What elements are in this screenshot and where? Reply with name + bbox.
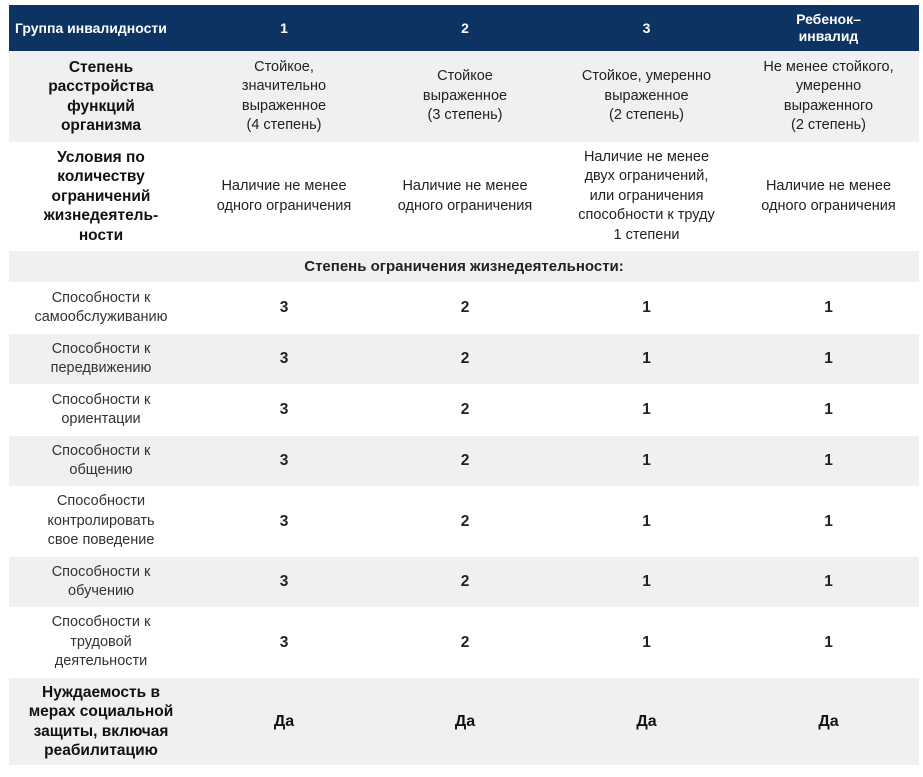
ability-value: 1	[555, 487, 738, 557]
disability-groups-table-wrapper	[9, 5, 919, 766]
ability-value: 1	[738, 283, 919, 334]
ability-value: 2	[375, 334, 555, 385]
ability-value: 3	[193, 436, 375, 487]
ability-label: Способности к самообслуживанию	[9, 283, 193, 334]
severity-child: Не менее стойкого, умеренно выраженного (2 степень)	[738, 51, 919, 143]
needs-group-2: Да	[375, 678, 555, 766]
ability-value: 2	[375, 385, 555, 436]
conditions-group-1: Наличие не менее одного ограничения	[193, 143, 375, 251]
ability-value: 1	[738, 487, 919, 557]
ability-value: 2	[375, 608, 555, 678]
header-group-1: 1	[193, 5, 375, 51]
ability-value: 2	[375, 283, 555, 334]
header-group-2: 2	[375, 5, 555, 51]
needs-group-1: Да	[193, 678, 375, 766]
ability-label: Способности к трудовой деятельности	[9, 608, 193, 678]
table-row	[9, 608, 919, 678]
ability-value: 2	[375, 487, 555, 557]
conditions-group-3: Наличие не менее двух ограничений, или ограничения способности к труду 1 степени	[555, 143, 738, 251]
ability-value: 1	[555, 436, 738, 487]
ability-value: 2	[375, 436, 555, 487]
table-row	[9, 487, 919, 557]
section-title-row	[9, 251, 919, 283]
ability-value: 1	[555, 283, 738, 334]
ability-value: 3	[193, 283, 375, 334]
header-child-disabled: Ребенок– инвалид	[738, 5, 919, 51]
table-row	[9, 334, 919, 385]
severity-group-1: Стойкое, значительно выраженное (4 степень)	[193, 51, 375, 143]
header-group-3: 3	[555, 5, 738, 51]
ability-label: Способности к передвижению	[9, 334, 193, 385]
ability-value: 1	[738, 385, 919, 436]
header-group-label: Группа инвалидности	[9, 5, 193, 51]
ability-value: 1	[555, 608, 738, 678]
table-header-row	[9, 5, 919, 51]
ability-value: 3	[193, 557, 375, 608]
ability-value: 1	[738, 608, 919, 678]
ability-value: 2	[375, 557, 555, 608]
ability-value: 3	[193, 334, 375, 385]
ability-label: Способности к ориентации	[9, 385, 193, 436]
ability-value: 3	[193, 487, 375, 557]
disability-groups-table	[9, 5, 919, 766]
ability-value: 3	[193, 385, 375, 436]
severity-row	[9, 51, 919, 143]
severity-group-2: Стойкое выраженное (3 степень)	[375, 51, 555, 143]
ability-label: Способности к обучению	[9, 557, 193, 608]
section-title: Степень ограничения жизнедеятельности:	[9, 251, 919, 283]
needs-row	[9, 678, 919, 766]
needs-label: Нуждаемость в мерах социальной защиты, включая реабилитацию	[9, 678, 193, 766]
ability-value: 1	[738, 334, 919, 385]
conditions-group-2: Наличие не менее одного ограничения	[375, 143, 555, 251]
conditions-row	[9, 143, 919, 251]
severity-group-3: Стойкое, умеренно выраженное (2 степень)	[555, 51, 738, 143]
severity-label: Степень расстройства функций организма	[9, 51, 193, 143]
ability-label: Способности контролировать свое поведение	[9, 487, 193, 557]
needs-child: Да	[738, 678, 919, 766]
table-row	[9, 385, 919, 436]
ability-value: 1	[555, 334, 738, 385]
table-row	[9, 436, 919, 487]
ability-value: 1	[738, 436, 919, 487]
conditions-label: Условия по количеству ограничений жизнедеятель- ности	[9, 143, 193, 251]
table-row	[9, 557, 919, 608]
table-row	[9, 283, 919, 334]
ability-value: 1	[555, 557, 738, 608]
needs-group-3: Да	[555, 678, 738, 766]
ability-value: 3	[193, 608, 375, 678]
ability-label: Способности к общению	[9, 436, 193, 487]
conditions-child: Наличие не менее одного ограничения	[738, 143, 919, 251]
ability-value: 1	[555, 385, 738, 436]
ability-value: 1	[738, 557, 919, 608]
